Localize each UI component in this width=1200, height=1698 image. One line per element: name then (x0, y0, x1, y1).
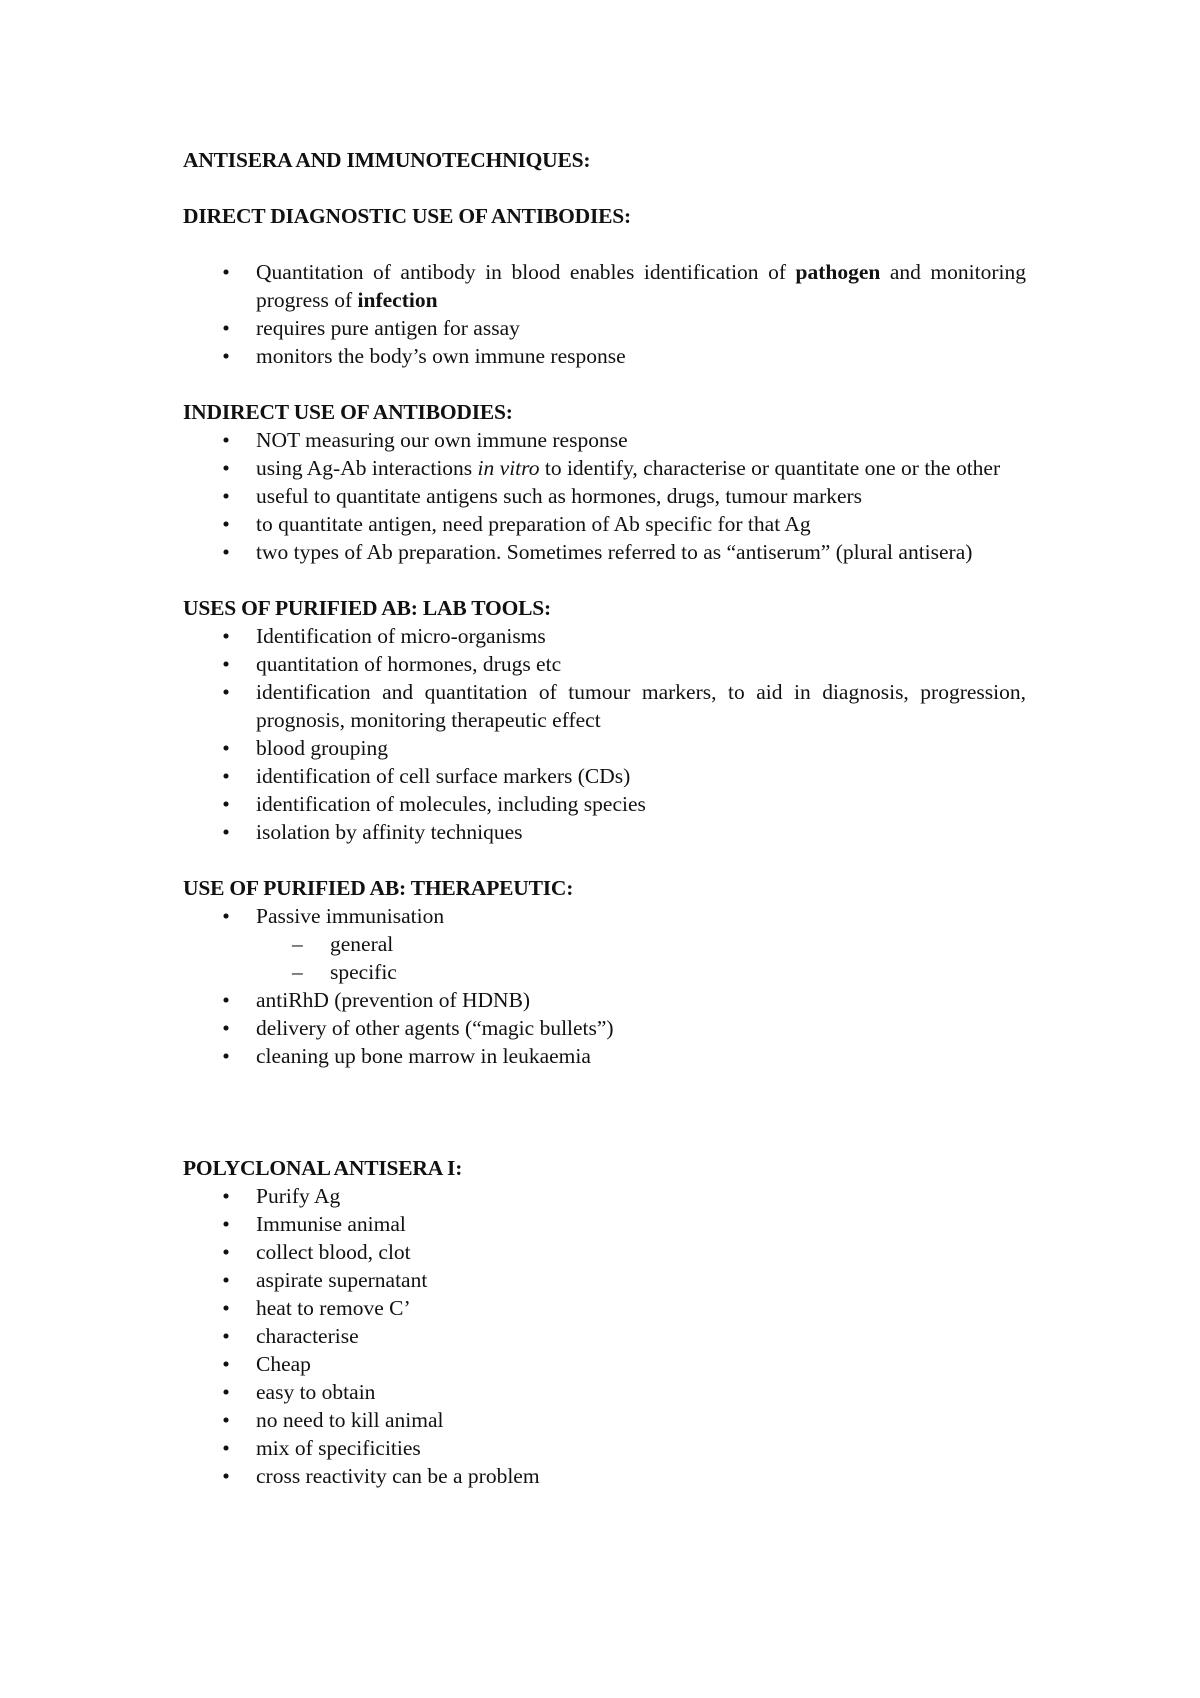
bullet-icon: • (222, 1016, 230, 1040)
list-item-text: quantitation of hormones, drugs etc (256, 652, 562, 676)
list-item (183, 678, 1026, 734)
list-item (183, 986, 1026, 1014)
list-item-text: collect blood, clot (256, 1240, 411, 1264)
section-heading-lab-tools: USES OF PURIFIED AB: LAB TOOLS: (183, 596, 551, 620)
bullet-icon: • (222, 764, 230, 788)
bullet-list-indirect-use (183, 426, 1026, 566)
section-heading-direct-diagnostic: DIRECT DIAGNOSTIC USE OF ANTIBODIES: (183, 204, 631, 228)
list-item-text: Purify Ag (256, 1184, 341, 1208)
bullet-icon: • (222, 904, 230, 928)
list-item (183, 1266, 1026, 1294)
list-item-text: to quantitate antigen, need preparation of Ab specific for that Ag (256, 512, 811, 536)
list-item-text: delivery of other agents (“magic bullets”) (256, 1016, 614, 1040)
bullet-icon: • (222, 792, 230, 816)
bullet-icon: • (222, 1380, 230, 1404)
list-item-text: antiRhD (prevention of HDNB) (256, 988, 531, 1012)
sub-list-item (256, 930, 1026, 958)
list-item-text: Identification of micro-organisms (256, 624, 546, 648)
bullet-icon: • (222, 1352, 230, 1376)
list-item-text: aspirate supernatant (256, 1268, 428, 1292)
bullet-icon: • (222, 540, 230, 564)
bullet-icon: • (222, 316, 230, 340)
emphasis-pathogen: pathogen (795, 260, 881, 284)
list-item (183, 1042, 1026, 1070)
bullet-icon: • (222, 736, 230, 760)
list-item (183, 342, 1026, 370)
sub-list-item (256, 958, 1026, 986)
list-item (183, 1182, 1026, 1210)
list-item-text: monitors the body’s own immune response (256, 344, 626, 368)
bullet-icon: • (222, 988, 230, 1012)
list-item-text: isolation by affinity techniques (256, 820, 523, 844)
spacer (183, 370, 1026, 398)
bullet-icon: • (222, 1268, 230, 1292)
bullet-icon: • (222, 1044, 230, 1068)
list-item-text: requires pure antigen for assay (256, 316, 520, 340)
list-item-text: heat to remove C’ (256, 1296, 411, 1320)
list-item (183, 1322, 1026, 1350)
list-item (183, 622, 1026, 650)
list-item (183, 818, 1026, 846)
list-item (183, 538, 1026, 566)
list-item-text: two types of Ab preparation. Sometimes referred to as “antiserum” (plural antisera) (256, 540, 973, 564)
bullet-icon: • (222, 428, 230, 452)
bullet-icon: • (222, 456, 230, 480)
spacer (183, 566, 1026, 594)
list-item-text: useful to quantitate antigens such as hormones, drugs, tumour markers (256, 484, 863, 508)
bullet-icon: • (222, 1464, 230, 1488)
list-item-text: identification of cell surface markers (CDs) (256, 764, 631, 788)
sub-list-item-text: specific (330, 960, 397, 984)
bullet-icon: • (222, 1436, 230, 1460)
list-item-text: to identify, characterise or quantitate one or the other (539, 456, 1001, 480)
list-item (183, 314, 1026, 342)
list-item (183, 510, 1026, 538)
sub-list-passive-immunisation (256, 930, 1026, 986)
emphasis-in-vitro: in vitro (477, 456, 540, 480)
list-item (183, 454, 1026, 482)
list-item (183, 902, 1026, 986)
bullet-list-therapeutic (183, 902, 1026, 1070)
list-item-text: Passive immunisation (256, 904, 445, 928)
list-item-text: Cheap (256, 1352, 311, 1376)
section-heading-polyclonal: POLYCLONAL ANTISERA I: (183, 1156, 463, 1180)
bullet-icon: • (222, 1184, 230, 1208)
bullet-icon: • (222, 484, 230, 508)
spacer (183, 230, 1026, 258)
list-item-text: Quantitation of antibody in blood enables identification of (256, 260, 796, 284)
spacer (183, 846, 1026, 874)
section-heading-therapeutic: USE OF PURIFIED AB: THERAPEUTIC: (183, 876, 574, 900)
list-item (183, 258, 1026, 314)
dash-icon: – (292, 932, 303, 956)
list-item (183, 762, 1026, 790)
spacer (183, 1070, 1026, 1154)
list-item (183, 482, 1026, 510)
list-item-text: identification of molecules, including species (256, 792, 646, 816)
document-page (183, 146, 1026, 1490)
sub-list-item-text: general (330, 932, 394, 956)
list-item-text: no need to kill animal (256, 1408, 444, 1432)
list-item-text: identification and quantitation of tumour markers, to aid in diagnosis, progression, prognosis, monitoring therapeutic effect (256, 680, 1026, 732)
list-item (183, 1210, 1026, 1238)
emphasis-infection: infection (357, 288, 438, 312)
bullet-icon: • (222, 652, 230, 676)
bullet-list-direct-diagnostic (183, 258, 1026, 370)
section-heading-indirect-use: INDIRECT USE OF ANTIBODIES: (183, 400, 513, 424)
list-item-text: using Ag-Ab interactions (256, 456, 478, 480)
bullet-icon: • (222, 344, 230, 368)
list-item (183, 1350, 1026, 1378)
bullet-icon: • (222, 680, 230, 704)
list-item-text: characterise (256, 1324, 359, 1348)
page-title: ANTISERA AND IMMUNOTECHNIQUES: (183, 148, 591, 172)
bullet-icon: • (222, 1212, 230, 1236)
list-item (183, 734, 1026, 762)
bullet-icon: • (222, 1408, 230, 1432)
dash-icon: – (292, 960, 303, 984)
list-item (183, 1014, 1026, 1042)
list-item-text: and monitoring progress of (256, 260, 1026, 312)
list-item (183, 790, 1026, 818)
bullet-icon: • (222, 260, 230, 284)
bullet-icon: • (222, 512, 230, 536)
list-item-text: mix of specificities (256, 1436, 421, 1460)
list-item-text: Immunise animal (256, 1212, 406, 1236)
list-item (183, 1238, 1026, 1266)
list-item-text: cross reactivity can be a problem (256, 1464, 540, 1488)
list-item-text: easy to obtain (256, 1380, 376, 1404)
list-item-text: NOT measuring our own immune response (256, 428, 628, 452)
list-item (183, 1378, 1026, 1406)
bullet-icon: • (222, 1296, 230, 1320)
list-item-text: cleaning up bone marrow in leukaemia (256, 1044, 591, 1068)
bullet-icon: • (222, 1240, 230, 1264)
bullet-icon: • (222, 1324, 230, 1348)
bullet-icon: • (222, 624, 230, 648)
list-item (183, 1462, 1026, 1490)
list-item (183, 1434, 1026, 1462)
list-item (183, 650, 1026, 678)
list-item-text: blood grouping (256, 736, 388, 760)
list-item (183, 1406, 1026, 1434)
bullet-list-polyclonal (183, 1182, 1026, 1490)
bullet-icon: • (222, 820, 230, 844)
bullet-list-lab-tools (183, 622, 1026, 846)
list-item (183, 426, 1026, 454)
list-item (183, 1294, 1026, 1322)
